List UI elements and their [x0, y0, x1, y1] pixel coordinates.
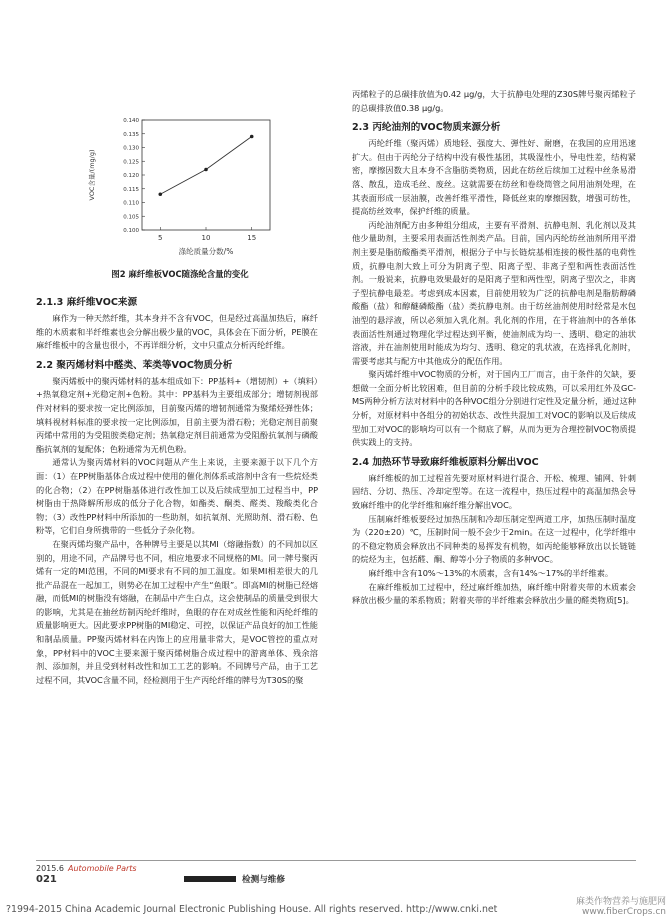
issue-number: 2015.6	[36, 864, 64, 873]
watermark-line2: www.fiberCrops.cn	[582, 907, 666, 917]
x-tick-label: 10	[201, 234, 211, 242]
watermark	[576, 897, 666, 917]
voc-chart	[80, 100, 280, 272]
section-heading: 2.4 加热环节导致麻纤维板原料分解出VOC	[352, 456, 539, 468]
paragraph: 在聚丙烯均聚产品中，各种牌号主要是以其MI（熔融指数）的不同加以区别的，用途不同，产品牌号也不同，相应地要求不同规格的MI。同一牌号聚丙烯有一定的MI范围，不同的MI要求有不同的加工温度。如果MI相差很大的几批产品混在一起加工，则势必在加工过程中产生“鱼眼”。即高MI的树脂已经熔融，而低MI的树脂没有熔融，在制品中产生白点，这会使制品的质量受到很大的影响，尤其是在抽丝纺制丙纶纤维时，鱼眼的存在对成丝性能和丙纶纤维的质量影响更大。因此要求PP树脂的MI稳定、可控，以保证产品良好的加工性能和制品质量。PP聚丙烯材料在内饰上的应用量非常大，是VOC管控的重点对象，PP材料中的VOC主要来源于聚丙烯树脂合成过程中的游离单体、残余溶剂、添加剂，并且受到材料改性和加工工艺的影响。不同牌号产品，由于工艺过程不同，其VOC含量不同，经检测用于生产丙纶纤维的牌号为T30S的聚	[36, 538, 318, 685]
page-footer	[36, 860, 636, 890]
left-column	[36, 290, 318, 687]
y-tick-label: 0.115	[123, 186, 139, 193]
y-axis-label: VOC含量/(mg/g)	[88, 149, 96, 201]
y-tick-label: 0.110	[123, 200, 139, 207]
copyright-bar	[0, 897, 672, 919]
data-point	[158, 192, 162, 196]
paragraph: 麻纤维板的加工过程首先要对原材料进行混合、开松、梳理、铺网、针刺固结、分切、热压、冷却定型等。在这一流程中，热压过程中的高温加热会导致麻纤维中的化学纤维和麻纤维分解出VOC。	[352, 472, 636, 511]
magazine-name: Automobile Parts	[68, 864, 137, 873]
y-tick-label: 0.105	[123, 214, 139, 221]
paragraph: 聚丙烯纤维中VOC物质的分析，对于国内工厂而言，由于条件的欠缺，要想做一全面分析比较困难，但目前的分析手段比较成熟，可以采用红外及GC-MS两种分析方法对材料中的各种VOC组分分别进行定性及定量分析，通过这种分析，对原材料中各组分的初始状态、改性共混加工对VOC的影响以及后续成型加工对VOC的影响均可以有一个彻底了解，从而为更为合理控制VOC物质提供实践上的支持。	[352, 369, 636, 448]
section-heading: 2.2 聚丙烯材料中醛类、苯类等VOC物质分析	[36, 359, 233, 371]
paragraph: 聚丙烯板中的聚丙烯材料的基本组成如下：PP基料+（增韧剂）+（填料）+热氧稳定剂+光稳定剂+色粉。其中：PP基料为主要组成部分；增韧剂视部件对材料的要求按一定比例添加，目前聚丙烯的增韧剂通常为聚烯烃弹性体；填料视材料标准的要求按一定比例添加，目前主要为滑石粉；光稳定剂目前聚丙烯中常用的为受阻胺类稳定剂；热氧稳定剂目前通常为受阻酚抗氧剂与磷酸酯抗氧剂的复配体；色粉通常为无机色粉。	[36, 375, 318, 454]
paragraph: 丙纶纤维（聚丙烯）质地轻、强度大、弹性好、耐磨，在我国的应用迅速扩大。但由于丙纶分子结构中没有极性基团，其吸湿性小，导电性差，结构紧密，摩擦因数大且本身不含脂肪类物质，因此在纺丝后续加工过程中丝条易滑落、散乱，造成毛丝、废丝。这就需要在纺丝和卷绕筒管之间用油剂处理，在其表面形成一层油膜，改善纤维平滑性，降低丝束的摩擦因数，增强可纺性，提高纺丝效率，保护纤维的质量。	[352, 138, 636, 217]
footer-divider	[36, 860, 636, 861]
chart-svg	[80, 100, 280, 272]
paragraph: 丙烯粒子的总碳排放值为0.42 μg/g，大于抗静电处理的Z30S牌号聚丙烯粒子的总碳排放值0.38 μg/g。	[352, 89, 636, 113]
section-label: 检测与维修	[242, 875, 285, 885]
issue-label	[36, 864, 137, 873]
y-tick-label: 0.100	[123, 228, 139, 234]
footer-bar	[184, 876, 236, 882]
y-tick-label: 0.135	[123, 131, 139, 138]
right-column	[352, 88, 636, 608]
paragraph: 麻纤维中含有10%～13%的木质素，含有14%～17%的半纤维素。	[368, 568, 614, 578]
figure-caption: 图2 麻纤维板VOC随涤纶含量的变化	[111, 269, 249, 279]
data-point	[250, 135, 254, 139]
paragraph: 麻作为一种天然纤维，其本身并不含有VOC，但是经过高温加热后，麻纤维的木质素和半纤维素也会分解出极少量的VOC，具体会在下面分析，PE膜在麻纤维板中的含量也很小，不再详细分析，文中只重点分析丙纶纤维。	[36, 313, 318, 351]
y-tick-label: 0.120	[123, 173, 139, 179]
y-tick-label: 0.140	[123, 118, 139, 124]
section-heading: 2.1.3 麻纤维VOC来源	[36, 297, 138, 308]
watermark-line1: 麻类作物营养与施肥网	[575, 897, 666, 907]
paragraph: 通常认为聚丙烯材料的VOC问题从产生上来说，主要来源于以下几个方面：（1）在PP树脂基体合成过程中使用的催化剂体系或溶剂中含有一些烷烃类的化合物；（2）在PP树脂基体进行改性加工以及后续成型加工过程当中，PP树脂由于热降解所形成的低分子化合物，如酯类、酮类、醛类、羧酸类化合物；（3）改性PP材料中所添加的一些助剂，如抗氧剂、光照助剂、滑石粉、色粉等，它们自身所携带的一些低分子杂化物。	[36, 457, 318, 536]
x-tick-label: 15	[247, 234, 257, 242]
y-tick-label: 0.125	[123, 159, 139, 166]
copyright-text: ?1994-2015 China Academic Journal Electronic Publishing House. All rights reserved. http://www.cnki.net	[6, 904, 498, 915]
data-point	[204, 168, 208, 172]
x-tick-label: 5	[158, 234, 163, 242]
y-tick-label: 0.130	[123, 145, 139, 152]
data-line	[160, 137, 251, 195]
paragraph: 在麻纤维板加工过程中，经过麻纤维加热，麻纤维中附着夹带的木质素会释放出极少量的苯系物质；附着夹带的半纤维素会释放出少量的醛类物质[5]。	[352, 581, 636, 606]
section-heading: 2.3 丙纶油剂的VOC物质来源分析	[352, 122, 501, 134]
paragraph: 压制麻纤维板要经过加热压制和冷却压制定型两道工序，加热压制时温度为（220±20）℃，压制时间一般不会少于2min。在这一过程中，化学纤维中的不稳定物质会释放出不同种类的易挥发有机物，如丙纶能够释放出以长链链的烷烃为主，包括醛、酮、醇等小分子物质的多种VOC。	[352, 513, 636, 565]
page-number: 021	[36, 874, 57, 885]
paragraph: 丙纶油剂配方由多种组分组成，主要有平滑剂、抗静电剂、乳化剂以及其他少量助剂，主要采用表面活性剂类产品。目前，国内丙纶纺丝油剂所用平滑剂主要是脂肪酸酯类平滑剂，根据分子中与长链烷基相连接的极性基的电荷性质，抗静电剂大致上可分为阴离子型、阳离子型、非离子型和两性表面活性剂。一般说来，抗静电效果最好的是阳离子型和两性型，阴离子型次之，非离子型抗静电最差。考虑到成本因素，目前使用较为广泛的抗静电剂是脂肪醇磷酸酯（盐）和醇醚磷酸酯（盐）类抗静电剂。由于纺丝油剂使用时经常是水包油型的悬浮液，所以必须加入乳化剂。乳化剂的作用，在于将油剂中的各单体表面活性剂通过物理化学过程达到平衡，使油剂成为均一、透明、稳定的油状溶液，并在油剂使用时能成为均匀、透明、稳定的乳状液，在选择乳化剂时，需要考虑其与配方中其他成分的配伍作用。	[352, 219, 636, 366]
x-axis-label: 涤纶质量分数/%	[178, 247, 234, 256]
